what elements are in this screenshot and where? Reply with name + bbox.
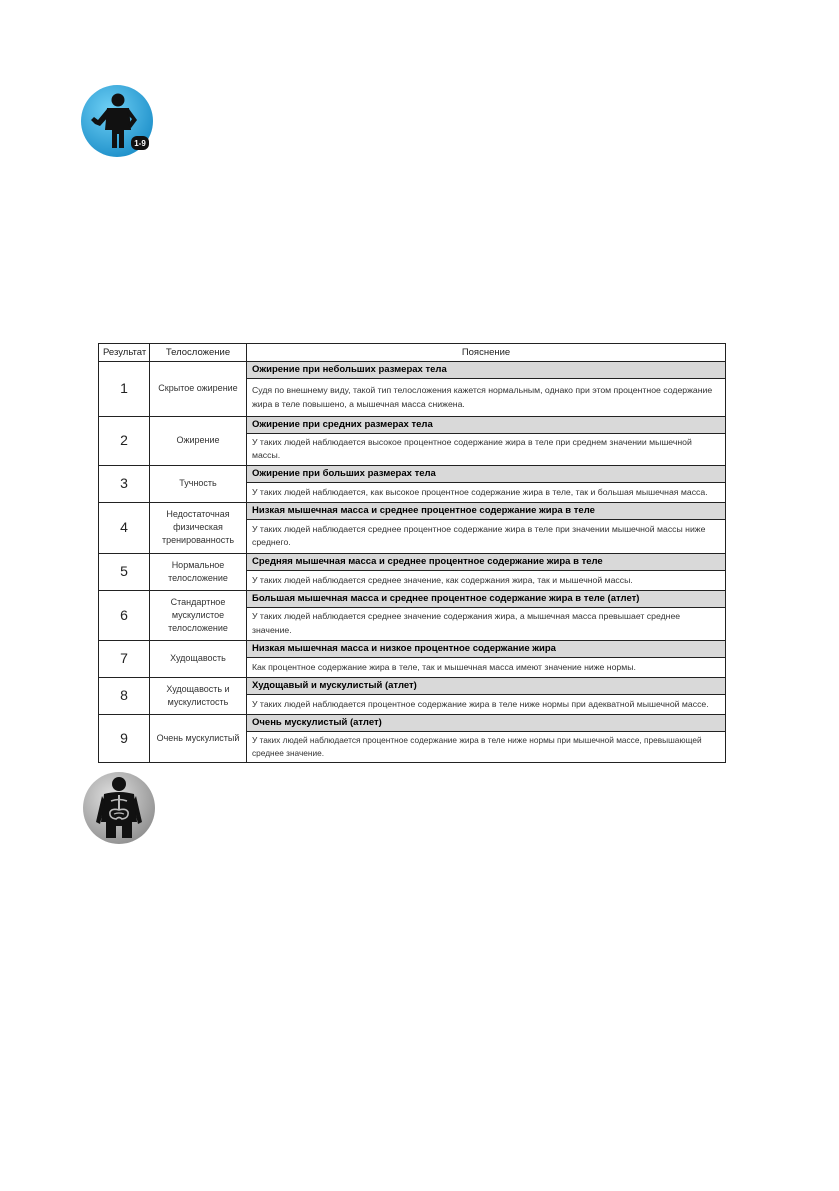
explanation-text: Судя по внешнему виду, такой тип телосложения кажется нормальным, однако при этом процентное содержание жира в теле повышено, а мышечная масса снижена. (247, 379, 726, 417)
explanation-title: Средняя мышечная масса и среднее процентное содержание жира в теле (247, 553, 726, 570)
body-type-cell: Нормальное телосложение (150, 553, 247, 590)
explanation-title: Большая мышечная масса и среднее процентное содержание жира в теле (атлет) (247, 590, 726, 607)
explanation-title: Ожирение при небольших размерах тела (247, 362, 726, 379)
result-cell: 6 (99, 590, 150, 640)
explanation-text: У таких людей наблюдается процентное содержание жира в теле ниже нормы при мышечной массе, превышающей среднее значение. (247, 731, 726, 762)
table-row (99, 677, 726, 694)
table-row (99, 502, 726, 519)
explanation-text: У таких людей наблюдается среднее значение содержания жира, а мышечная масса превышает среднее значение. (247, 607, 726, 640)
explanation-text: У таких людей наблюдается высокое процентное содержание жира в теле при среднем значении мышечной массы. (247, 434, 726, 466)
result-cell: 7 (99, 640, 150, 677)
explanation-text: У таких людей наблюдается среднее значение, как содержания жира, так и мышечной массы. (247, 570, 726, 590)
body-type-cell: Худощавость (150, 640, 247, 677)
visceral-body-icon (82, 770, 156, 846)
body-type-cell: Ожирение (150, 417, 247, 466)
explanation-title: Низкая мышечная масса и среднее процентное содержание жира в теле (247, 502, 726, 519)
result-cell: 3 (99, 465, 150, 502)
table-row (99, 362, 726, 379)
table-row (99, 465, 726, 482)
table-row (99, 640, 726, 657)
table-row (99, 590, 726, 607)
header-result: Результат (99, 344, 150, 362)
table-row (99, 417, 726, 434)
result-cell: 1 (99, 362, 150, 417)
result-cell: 8 (99, 677, 150, 714)
result-cell: 5 (99, 553, 150, 590)
result-cell: 2 (99, 417, 150, 466)
body-type-table (98, 343, 726, 763)
badge-text: 1-9 (134, 139, 146, 148)
header-explanation: Пояснение (247, 344, 726, 362)
table-header-row (99, 344, 726, 362)
explanation-text: У таких людей наблюдается, как высокое процентное содержание жира в теле, так и большая мышечная масса. (247, 482, 726, 502)
body-type-cell: Очень мускулистый (150, 714, 247, 762)
body-type-cell: Недостаточная физическая тренированность (150, 502, 247, 553)
result-cell: 4 (99, 502, 150, 553)
body-type-icon (80, 84, 154, 158)
explanation-title: Низкая мышечная масса и низкое процентное содержание жира (247, 640, 726, 657)
explanation-text: У таких людей наблюдается процентное содержание жира в теле ниже нормы при адекватной мышечной массе. (247, 694, 726, 714)
explanation-title: Очень мускулистый (атлет) (247, 714, 726, 731)
explanation-title: Худощавый и мускулистый (атлет) (247, 677, 726, 694)
explanation-title: Ожирение при больших размерах тела (247, 465, 726, 482)
body-type-cell: Стандартное мускулистое телосложение (150, 590, 247, 640)
explanation-text: У таких людей наблюдается среднее процентное содержание жира в теле при значении мышечной массы ниже среднего. (247, 519, 726, 553)
body-type-cell: Худощавость и мускулистость (150, 677, 247, 714)
header-body-type: Телосложение (150, 344, 247, 362)
table-row (99, 553, 726, 570)
body-type-cell: Тучность (150, 465, 247, 502)
table-row (99, 714, 726, 731)
body-type-cell: Скрытое ожирение (150, 362, 247, 417)
explanation-text: Как процентное содержание жира в теле, так и мышечная масса имеют значение ниже нормы. (247, 657, 726, 677)
explanation-title: Ожирение при средних размерах тела (247, 417, 726, 434)
result-cell: 9 (99, 714, 150, 762)
